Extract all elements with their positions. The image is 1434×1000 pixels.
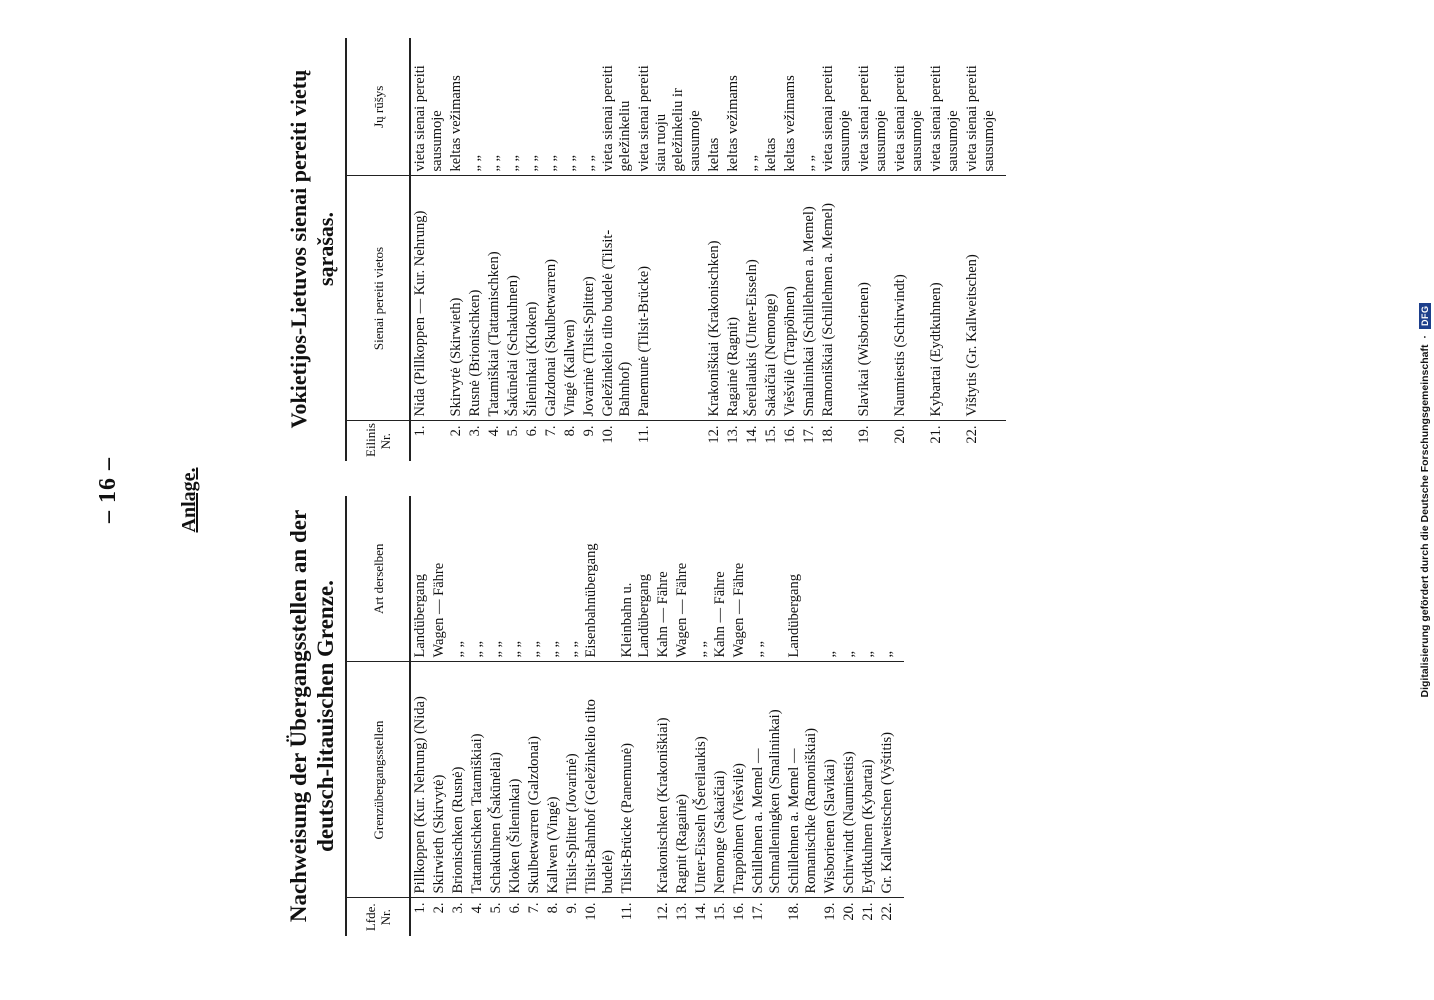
column-header-crossing: Sienai pereiti vietos — [346, 176, 410, 421]
row-number: 14. — [693, 902, 709, 921]
row-number: 13. — [674, 902, 690, 921]
row-number: 10. — [583, 902, 599, 921]
table-row — [705, 38, 724, 461]
table-row — [487, 496, 506, 936]
row-number: 8. — [545, 902, 561, 914]
row-crossing-name: Ramoniškiai (Schillehnen a. Memel) — [819, 176, 855, 421]
table-row — [762, 38, 781, 461]
german-crossing-table — [345, 496, 904, 936]
row-crossing-type: Kahn — Fähre — [654, 496, 673, 662]
row-crossing-name: Schillehnen a. Memel — Romanischke (Ramoniškiai) — [785, 662, 821, 898]
row-crossing-name: Krakoniškiai (Krakonischken) — [705, 176, 724, 421]
row-crossing-type: „ „ — [542, 38, 561, 176]
row-number: 4. — [469, 902, 485, 914]
row-crossing-type: „ — [821, 496, 840, 662]
row-number: 15. — [712, 902, 728, 921]
row-crossing-type: vieta sienai pereiti siau ruoju geležinkeliu ir sausumoje — [635, 38, 705, 176]
row-crossing-type: vieta sienai pereiti sausumoje — [819, 38, 855, 176]
table-row — [785, 496, 821, 936]
digitization-credit: Digitalisierung gefördert durch die Deutsche Forschungsgemeinschaft · DFG — [1417, 30, 1433, 970]
row-crossing-type: „ „ — [523, 38, 542, 176]
row-number: 1. — [412, 425, 428, 437]
row-crossing-name: Rusnė (Brionischken) — [466, 176, 485, 421]
row-crossing-name: Kallwen (Vingė) — [544, 662, 563, 898]
table-row — [781, 38, 800, 461]
table-row — [563, 496, 582, 936]
row-crossing-type: „ — [840, 496, 859, 662]
table-row — [724, 38, 743, 461]
table-row — [855, 38, 891, 461]
row-crossing-name: Schakuhnen (Šakūnėlai) — [487, 662, 506, 898]
table-row — [410, 38, 447, 461]
row-crossing-name: Naumiestis (Schirwindt) — [891, 176, 927, 421]
table-row — [891, 38, 927, 461]
german-table-title: Nachweisung der Übergangsstellen an der deutsch-litauischen Grenze. — [286, 509, 338, 923]
row-crossing-type: „ „ — [749, 496, 785, 662]
table-row — [561, 38, 580, 461]
row-crossing-name: Brionischken (Rusnė) — [449, 662, 468, 898]
table-row — [927, 38, 963, 461]
row-crossing-type: keltas vežimams — [724, 38, 743, 176]
row-number: 22. — [879, 902, 895, 921]
row-crossing-type: Kahn — Fähre — [711, 496, 730, 662]
row-crossing-name: Schillehnen a. Memel — Schmalleningken (Smalininkai) — [749, 662, 785, 898]
row-crossing-type: vieta sienai pereiti sausumoje — [891, 38, 927, 176]
table-row — [749, 496, 785, 936]
row-crossing-type: „ „ — [525, 496, 544, 662]
row-crossing-name: Pillkoppen (Kur. Nehrung) (Nida) — [410, 662, 430, 898]
row-crossing-name: Panemunė (Tilsit-Brücke) — [635, 176, 705, 421]
row-number: 12. — [706, 425, 722, 444]
table-row — [840, 496, 859, 936]
row-number: 19. — [856, 425, 872, 444]
column-header-number: Lfde. Nr. — [346, 898, 410, 936]
row-crossing-name: Krakonischken (Krakoniškiai) — [654, 662, 673, 898]
row-crossing-type: Kleinbahn u. Landübergang — [618, 496, 654, 662]
row-number: 6. — [507, 902, 523, 914]
row-number: 12. — [655, 902, 671, 921]
table-row — [468, 496, 487, 936]
row-crossing-name: Šileninkai (Kloken) — [523, 176, 542, 421]
table-row — [743, 38, 762, 461]
row-number: 5. — [505, 425, 521, 437]
table-header-row — [346, 38, 410, 461]
row-number: 13. — [725, 425, 741, 444]
row-number: 16. — [731, 902, 747, 921]
row-crossing-name: Skirvytė (Skirwieth) — [447, 176, 466, 421]
row-number: 7. — [543, 425, 559, 437]
row-number: 20. — [892, 425, 908, 444]
row-number: 1. — [412, 902, 428, 914]
table-row — [430, 496, 449, 936]
lithuanian-table-title: Vokietijos-Lietuvos sienai pereiti vietų sąrašas. — [286, 69, 338, 429]
row-number: 15. — [763, 425, 779, 444]
row-number: 3. — [467, 425, 483, 437]
row-crossing-name: Ragnit (Ragainė) — [673, 662, 692, 898]
page-heading: Anlage. — [178, 467, 200, 533]
table-row — [485, 38, 504, 461]
table-row — [525, 496, 544, 936]
row-crossing-type: „ „ — [692, 496, 711, 662]
row-number: 14. — [744, 425, 760, 444]
row-number: 5. — [488, 902, 504, 914]
row-crossing-type: „ „ — [743, 38, 762, 176]
row-number: 18. — [820, 425, 836, 444]
table-row — [582, 496, 618, 936]
row-crossing-name: Trappöhnen (Viešvilė) — [730, 662, 749, 898]
row-crossing-type: vieta sienai pereiti geležinkeliu — [599, 38, 635, 176]
row-number: 2. — [448, 425, 464, 437]
row-crossing-name: Vingė (Kallwen) — [561, 176, 580, 421]
row-crossing-type: Eisenbahnübergang — [582, 496, 618, 662]
row-crossing-type: vieta sienai pereiti sausumoje — [855, 38, 891, 176]
row-crossing-type: „ „ — [466, 38, 485, 176]
row-crossing-name: Wisborienen (Slavikai) — [821, 662, 840, 898]
table-row — [819, 38, 855, 461]
row-number: 2. — [431, 902, 447, 914]
row-crossing-type: „ „ — [800, 38, 819, 176]
row-number: 18. — [786, 902, 802, 921]
row-crossing-name: Schirwindt (Naumiestis) — [840, 662, 859, 898]
row-crossing-name: Slavikai (Wisborienen) — [855, 176, 891, 421]
table-row — [673, 496, 692, 936]
table-row — [506, 496, 525, 936]
row-number: 4. — [486, 425, 502, 437]
row-crossing-name: Nida (Pillkoppen — Kur. Nehrung) — [410, 176, 447, 421]
row-crossing-name: Vištytis (Gr. Kallweitschen) — [963, 176, 1006, 421]
row-number: 11. — [619, 902, 635, 921]
row-crossing-type: „ — [859, 496, 878, 662]
row-crossing-name: Kloken (Šileninkai) — [506, 662, 525, 898]
table-row — [878, 496, 904, 936]
row-crossing-type: „ „ — [485, 38, 504, 176]
column-header-type: Art derselben — [346, 496, 410, 662]
row-crossing-type: keltas vežimams — [447, 38, 466, 176]
table-row — [859, 496, 878, 936]
row-number: 6. — [524, 425, 540, 437]
row-crossing-name: Sakaičiai (Nemonge) — [762, 176, 781, 421]
row-crossing-type: „ „ — [487, 496, 506, 662]
row-crossing-type: vieta sienai pereiti sausumoje — [410, 38, 447, 176]
row-crossing-name: Gr. Kallweitschen (Vyštitis) — [878, 662, 904, 898]
dfg-logo: DFG — [1419, 303, 1431, 330]
lithuanian-crossing-table — [345, 38, 1006, 461]
row-crossing-name: Jovarinė (Tilsit-Splitter) — [580, 176, 599, 421]
row-number: 19. — [822, 902, 838, 921]
table-row — [410, 496, 430, 936]
table-row — [821, 496, 840, 936]
page-number: – 16 – — [95, 457, 121, 523]
row-crossing-name: Tatamiškiai (Tattamischken) — [485, 176, 504, 421]
row-number: 10. — [600, 425, 616, 444]
row-crossing-type: Landübergang — [410, 496, 430, 662]
row-crossing-type: Landübergang — [785, 496, 821, 662]
table-row — [523, 38, 542, 461]
row-crossing-name: Tilsit-Splitter (Jovarinė) — [563, 662, 582, 898]
row-crossing-name: Geležinkelio tilto budelė (Tilsit-Bahnhof) — [599, 176, 635, 421]
table-row — [447, 38, 466, 461]
lithuanian-table-body — [410, 38, 1006, 461]
row-number: 17. — [801, 425, 817, 444]
row-crossing-type: „ „ — [506, 496, 525, 662]
row-crossing-name: Viešvilė (Trappöhnen) — [781, 176, 800, 421]
column-header-type: Jų rūšys — [346, 38, 410, 176]
row-crossing-name: Unter-Eisseln (Šereilaukis) — [692, 662, 711, 898]
table-row — [618, 496, 654, 936]
row-crossing-type: „ — [878, 496, 904, 662]
table-row — [544, 496, 563, 936]
row-crossing-type: Wagen — Fähre — [673, 496, 692, 662]
table-header-row — [346, 496, 410, 936]
row-crossing-name: Kybartai (Eydtkuhnen) — [927, 176, 963, 421]
table-row — [599, 38, 635, 461]
row-crossing-type: „ „ — [561, 38, 580, 176]
row-crossing-type: vieta sienai pereiti sausumoje — [963, 38, 1006, 176]
german-table-body — [410, 496, 904, 936]
table-row — [449, 496, 468, 936]
table-row — [504, 38, 523, 461]
column-header-number: Eilinis Nr. — [346, 421, 410, 461]
row-crossing-name: Tilsit-Brücke (Panemunė) — [618, 662, 654, 898]
row-crossing-type: „ „ — [580, 38, 599, 176]
row-crossing-name: Nemonge (Sakaičiai) — [711, 662, 730, 898]
row-number: 21. — [860, 902, 876, 921]
row-crossing-type: „ „ — [449, 496, 468, 662]
row-number: 9. — [581, 425, 597, 437]
row-number: 11. — [636, 425, 652, 444]
row-crossing-name: Galzdonai (Skulbetwarren) — [542, 176, 561, 421]
row-crossing-type: „ „ — [544, 496, 563, 662]
row-crossing-type: vieta sienai pereiti sausumoje — [927, 38, 963, 176]
row-number: 9. — [564, 902, 580, 914]
row-number: 7. — [526, 902, 542, 914]
column-header-crossing: Grenzübergangsstellen — [346, 662, 410, 898]
table-row — [635, 38, 705, 461]
table-row — [730, 496, 749, 936]
row-crossing-type: „ „ — [468, 496, 487, 662]
row-crossing-name: Tattamischken Tatamiškiai) — [468, 662, 487, 898]
row-crossing-type: „ „ — [563, 496, 582, 662]
row-crossing-name: Šakūnėlai (Schakuhnen) — [504, 176, 523, 421]
row-crossing-type: keltas — [705, 38, 724, 176]
row-crossing-type: Wagen — Fähre — [430, 496, 449, 662]
table-row — [542, 38, 561, 461]
row-number: 21. — [928, 425, 944, 444]
table-row — [654, 496, 673, 936]
row-crossing-name: Skirwieth (Skirvytė) — [430, 662, 449, 898]
row-number: 16. — [782, 425, 798, 444]
row-number: 3. — [450, 902, 466, 914]
table-row — [800, 38, 819, 461]
row-crossing-type: keltas — [762, 38, 781, 176]
table-row — [580, 38, 599, 461]
row-number: 22. — [964, 425, 980, 444]
row-crossing-name: Ragainė (Ragnit) — [724, 176, 743, 421]
row-crossing-name: Tilsit-Bahnhof (Geležinkelio tilto budelė) — [582, 662, 618, 898]
table-row — [963, 38, 1006, 461]
row-crossing-name: Šereilaukis (Unter-Eisseln) — [743, 176, 762, 421]
row-number: 17. — [750, 902, 766, 921]
row-crossing-type: keltas vežimams — [781, 38, 800, 176]
table-row — [466, 38, 485, 461]
credit-text: Digitalisierung gefördert durch die Deutsche Forschungsgemeinschaft — [1419, 344, 1431, 698]
row-number: 8. — [562, 425, 578, 437]
row-crossing-name: Skulbetwarren (Galzdonai) — [525, 662, 544, 898]
row-number: 20. — [841, 902, 857, 921]
row-crossing-name: Smalininkai (Schillehnen a. Memel) — [800, 176, 819, 421]
row-crossing-type: „ „ — [504, 38, 523, 176]
table-row — [711, 496, 730, 936]
row-crossing-name: Eydtkuhnen (Kybartai) — [859, 662, 878, 898]
table-row — [692, 496, 711, 936]
row-crossing-type: Wagen — Fähre — [730, 496, 749, 662]
